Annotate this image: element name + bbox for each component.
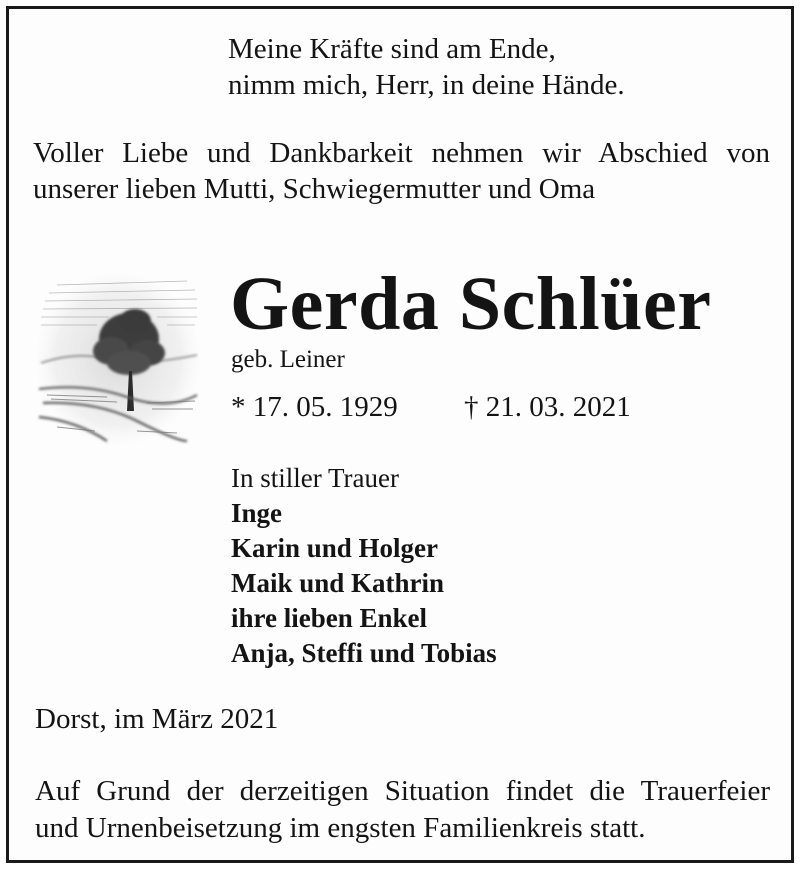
mourner-entry: ihre lieben Enkel <box>231 603 428 633</box>
death-date: † 21. 03. 2021 <box>464 391 631 423</box>
verse-line-1: Meine Kräfte sind am Ende, <box>228 33 556 65</box>
tree-landscape-icon <box>37 271 199 446</box>
verse-line-2: nimm mich, Herr, in deine Hände. <box>228 69 625 101</box>
obituary-notice <box>6 6 794 863</box>
birth-date: * 17. 05. 1929 <box>231 391 398 423</box>
mourner-entry: Karin und Holger <box>231 533 439 563</box>
mourning-heading: In stiller Trauer <box>231 463 399 493</box>
note-line-1: Auf Grund der derzeitigen Situation findet die Trauerfeier <box>35 775 770 807</box>
mourner-entry: Inge <box>231 498 283 528</box>
deceased-name: Gerda Schlüer <box>230 262 712 346</box>
mourner-entry: Anja, Steffi und Tobias <box>231 638 497 668</box>
intro-text <box>33 135 770 207</box>
place-date: Dorst, im März 2021 <box>35 703 279 735</box>
maiden-name: geb. Leiner <box>231 346 345 373</box>
mourners-list <box>231 496 497 671</box>
verse <box>228 31 625 103</box>
note-line-2: und Urnenbeisetzung im engsten Familienkreis statt. <box>35 812 646 844</box>
mourner-entry: Maik und Kathrin <box>231 568 445 598</box>
intro-line-1: Voller Liebe und Dankbarkeit nehmen wir Abschied von <box>33 137 770 169</box>
intro-line-2: unserer lieben Mutti, Schwiegermutter und Oma <box>33 173 596 205</box>
funeral-note <box>35 773 770 847</box>
